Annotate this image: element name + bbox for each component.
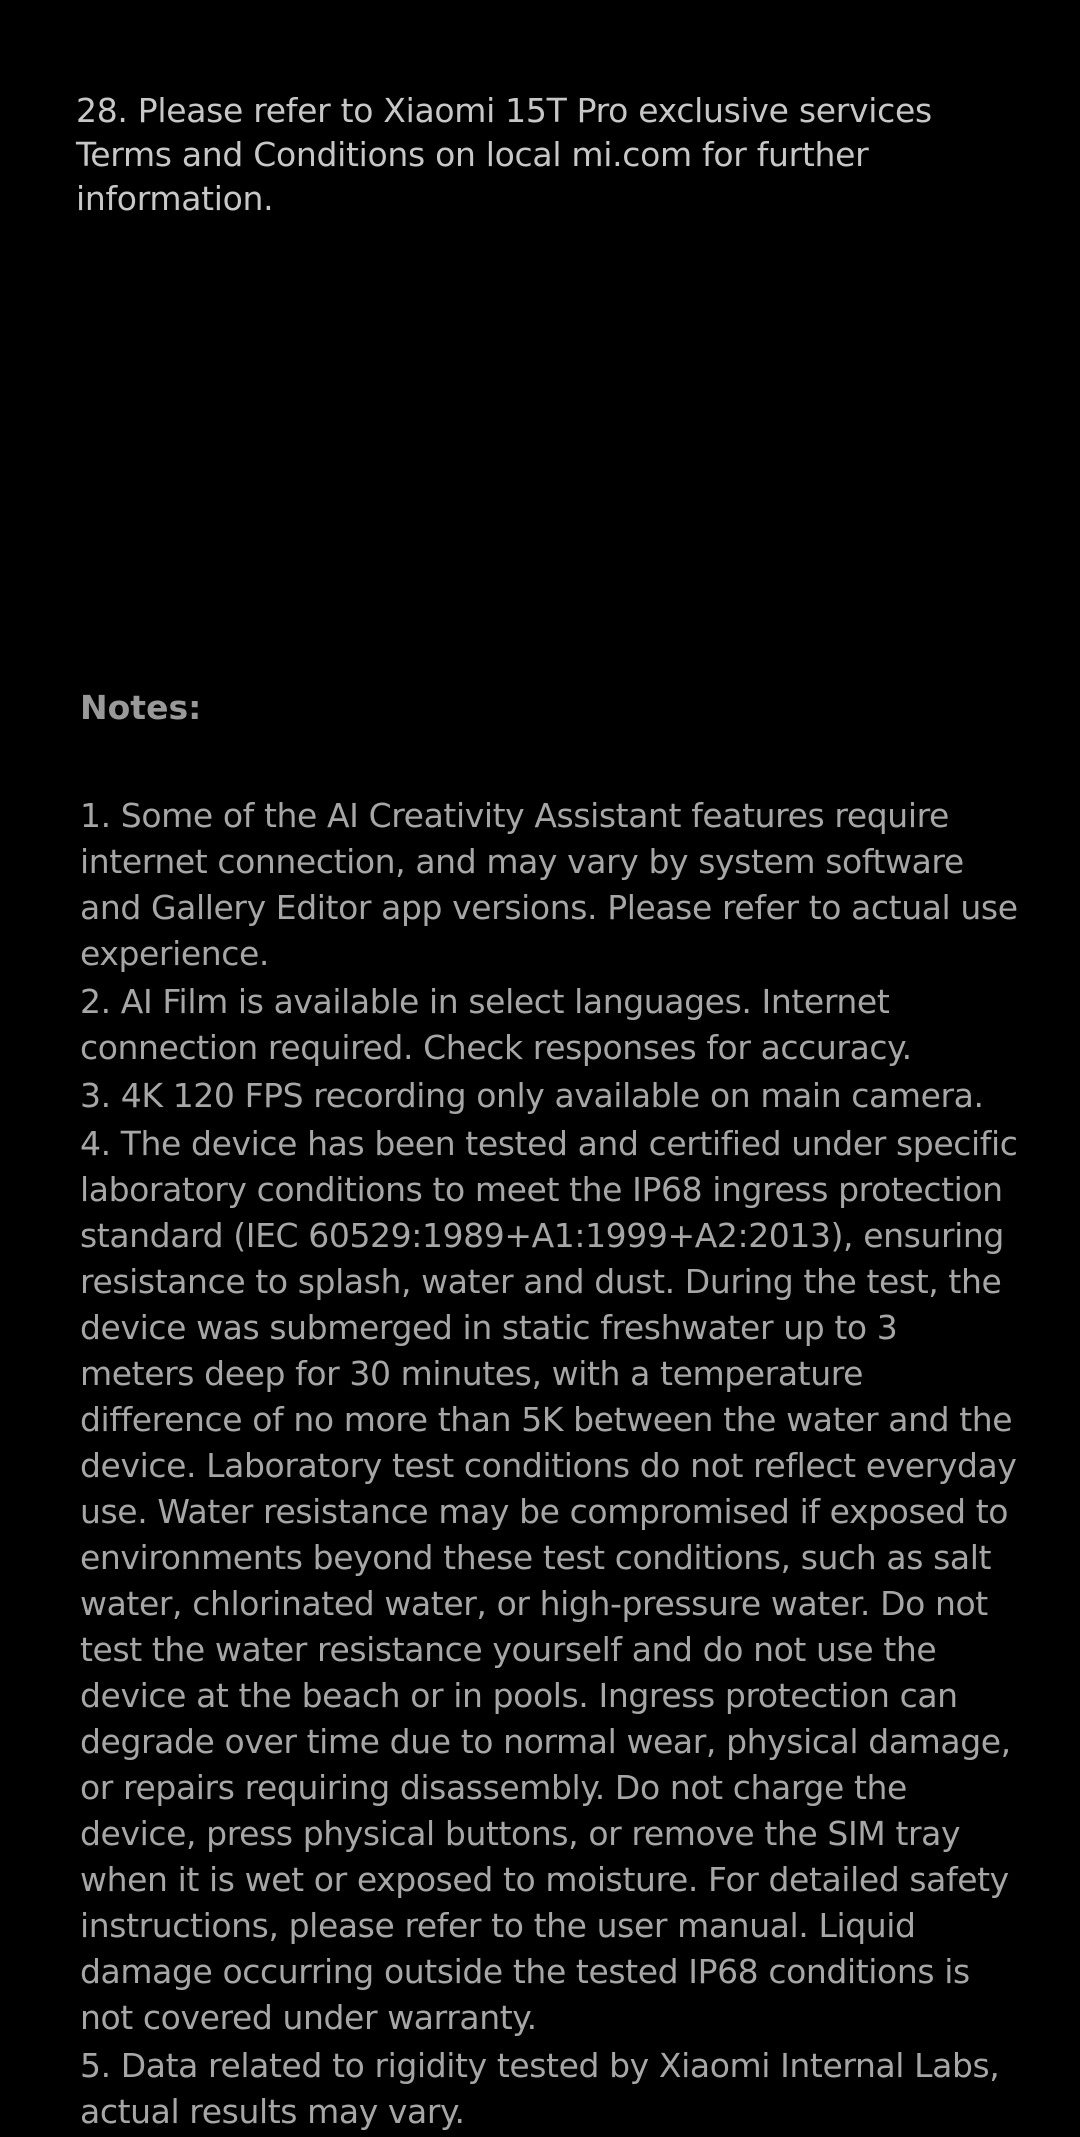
note-item-1: 1. Some of the AI Creativity Assistant features require internet connection, and may vary by system software and Gallery Editor app versions. Please refer to actual use experience. (80, 796, 1018, 973)
note-item-4: 4. The device has been tested and certified under specific laboratory conditions to meet the IP68 ingress protection standard (IEC 60529:1989+A1:1999+A2:2013), ensuring resistance to splash, water and dust. During the test, the device was submerged in static freshwater up to 3 meters deep for 30 minutes, with a temperature difference of no more than 5K between the water and the device. Laboratory test conditions do not reflect everyday use. Water resistance may be compromised if exposed to environments beyond these test conditions, such as salt water, chlorinated water, or high-pressure water. Do not test the water resistance yourself and do not use the device at the beach or in pools. Ingress protection can degrade over time due to normal wear, physical damage, or repairs requiring disassembly. Do not charge the device, press physical buttons, or remove the SIM tray when it is wet or exposed to moisture. For detailed safety instructions, please refer to the user manual. Liquid damage occurring outside the tested IP68 conditions is not covered under warranty. (80, 1124, 1018, 2037)
notes-heading: Notes: (80, 688, 202, 727)
notes-list (80, 793, 1020, 2135)
note-item-2: 2. AI Film is available in select languages. Internet connection required. Check responses for accuracy. (80, 982, 912, 1067)
notes-section (80, 686, 1020, 2137)
footnote-section (76, 89, 1016, 221)
footnote-28: 28. Please refer to Xiaomi 15T Pro exclusive services Terms and Conditions on local mi.com for further information. (76, 91, 932, 218)
note-item-3: 3. 4K 120 FPS recording only available on main camera. (80, 1076, 984, 1115)
note-item-5: 5. Data related to rigidity tested by Xiaomi Internal Labs, actual results may vary. (80, 2046, 1000, 2131)
